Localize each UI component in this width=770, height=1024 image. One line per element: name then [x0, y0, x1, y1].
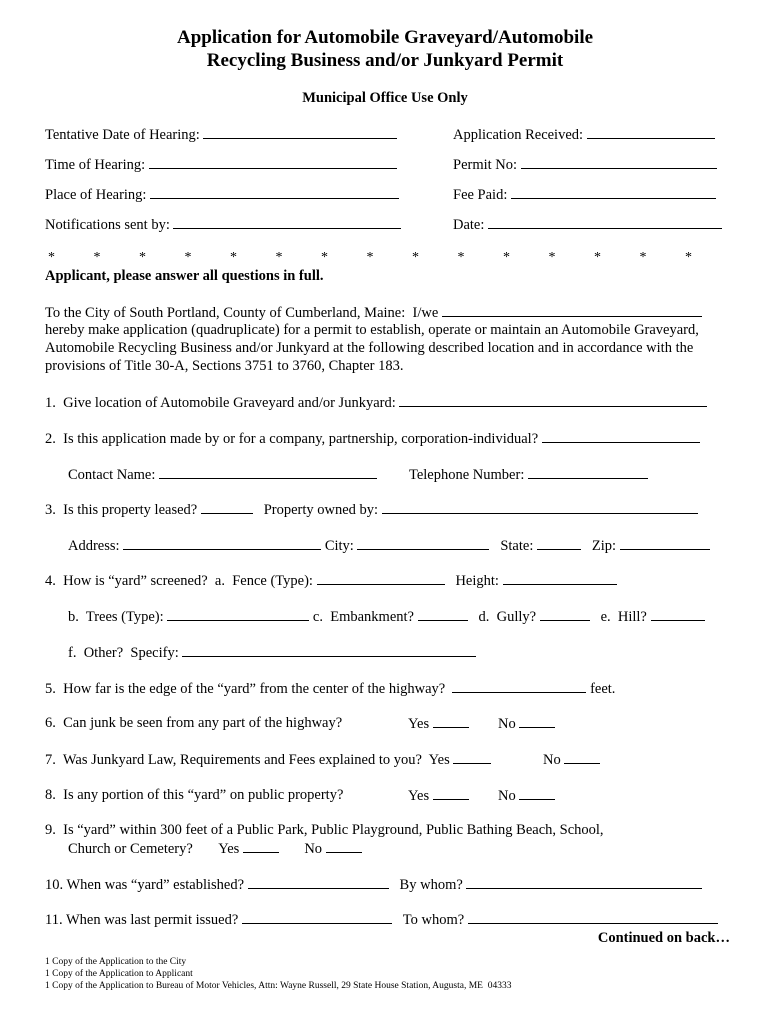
question-11-row — [45, 911, 718, 929]
form-title-line2: Recycling Business and/or Junkyard Permit — [206, 50, 564, 71]
form-title-line1: Application for Automobile Graveyard/Automobile — [176, 27, 594, 48]
question-4c: c. Embankment? — [312, 609, 414, 625]
question-5: 5. How far is the edge of the “yard” from the center of the highway? — [45, 681, 446, 697]
intro-line1-row — [45, 304, 702, 322]
app-received-row — [453, 126, 715, 144]
star-mark: * — [230, 250, 237, 265]
applicant-note: Applicant, please answer all questions in full. — [45, 268, 324, 284]
tentative-date-row — [45, 126, 397, 144]
q9-no-label: No — [304, 841, 323, 857]
telephone-label: Telephone Number: — [409, 467, 525, 483]
star-mark: * — [93, 250, 101, 265]
trees-type-field[interactable] — [167, 608, 309, 621]
to-whom-label: To whom? — [402, 912, 465, 928]
time-hearing-field[interactable] — [149, 156, 397, 169]
leased-field[interactable] — [201, 501, 253, 514]
applicant-name-field[interactable] — [442, 304, 702, 317]
address-field[interactable] — [123, 537, 321, 550]
address-row — [68, 537, 710, 555]
telephone-field[interactable] — [528, 466, 648, 479]
fee-paid-field[interactable] — [511, 186, 716, 199]
notifications-field[interactable] — [173, 216, 401, 229]
place-hearing-row — [45, 186, 399, 204]
question-11: 11. When was last permit issued? — [45, 912, 239, 928]
q6-yes-label: Yes — [408, 716, 430, 732]
intro-line3: Automobile Recycling Business and/or Junkyard at the following described location and in accordance with the — [45, 340, 694, 356]
question-10-row — [45, 876, 702, 894]
permit-no-row — [453, 156, 717, 174]
footer-line2: 1 Copy of the Application to Applicant — [45, 969, 193, 979]
question-4-row — [45, 572, 617, 590]
question-1: 1. Give location of Automobile Graveyard and/or Junkyard: — [45, 395, 396, 411]
app-received-label: Application Received: — [453, 127, 584, 143]
question-2-row — [45, 430, 700, 448]
q8-no-field[interactable] — [519, 787, 555, 800]
q7-yes-field[interactable] — [453, 751, 491, 764]
star-mark: * — [366, 250, 374, 265]
fee-paid-row — [453, 186, 716, 204]
telephone-row — [409, 466, 648, 484]
tentative-date-field[interactable] — [203, 126, 397, 139]
star-mark: * — [503, 250, 510, 265]
question-4d: d. Gully? — [478, 609, 537, 625]
question-8: 8. Is any portion of this “yard” on public property? — [45, 787, 344, 803]
property-owned-field[interactable] — [382, 501, 698, 514]
date-row — [453, 216, 722, 234]
question-4f-row — [68, 644, 476, 662]
star-mark: * — [548, 250, 556, 265]
place-hearing-field[interactable] — [150, 186, 399, 199]
city-field[interactable] — [357, 537, 489, 550]
intro-line2: hereby make application (quadruplicate) for a permit to establish, operate or maintain an Automobile Graveyard, — [45, 322, 699, 338]
star-mark: * — [48, 250, 55, 265]
question-4b: b. Trees (Type): — [68, 609, 164, 625]
question-4: 4. How is “yard” screened? a. Fence (Type): — [45, 573, 313, 589]
established-field[interactable] — [248, 876, 389, 889]
intro-line1: To the City of South Portland, County of Cumberland, Maine: I/we — [45, 305, 439, 321]
height-label: Height: — [455, 573, 499, 589]
embankment-field[interactable] — [418, 608, 468, 621]
contact-name-row — [68, 466, 377, 484]
q9-yes-label: Yes — [218, 841, 240, 857]
q9-no-field[interactable] — [326, 840, 362, 853]
q6-no-label: No — [498, 716, 516, 732]
q6-yes-field[interactable] — [433, 715, 469, 728]
time-hearing-label: Time of Hearing: — [45, 157, 146, 173]
question-6: 6. Can junk be seen from any part of the highway? — [45, 715, 343, 731]
permit-no-label: Permit No: — [453, 157, 518, 173]
address-label: Address: — [68, 538, 120, 554]
notifications-row — [45, 216, 401, 234]
q6-no-row — [498, 715, 555, 733]
star-mark: * — [275, 250, 283, 265]
question-3-row — [45, 501, 698, 519]
notifications-label: Notifications sent by: — [45, 217, 170, 233]
fee-paid-label: Fee Paid: — [453, 187, 508, 203]
date-label: Date: — [453, 217, 485, 233]
zip-field[interactable] — [620, 537, 710, 550]
app-received-field[interactable] — [587, 126, 715, 139]
state-label: State: — [500, 538, 534, 554]
question-4b-row — [68, 608, 705, 626]
star-mark: * — [321, 250, 328, 265]
other-specify-field[interactable] — [182, 644, 476, 657]
applicant-type-field[interactable] — [542, 430, 700, 443]
star-mark: * — [685, 250, 692, 265]
q6-yes-row — [408, 715, 469, 733]
contact-name-field[interactable] — [159, 466, 377, 479]
question-9-line2-row — [68, 840, 362, 858]
q7-no-field[interactable] — [564, 751, 600, 764]
question-4e: e. Hill? — [600, 609, 647, 625]
distance-field[interactable] — [452, 680, 586, 693]
q7-no-label: No — [543, 752, 561, 768]
intro-line4: provisions of Title 30-A, Sections 3751 to 3760, Chapter 183. — [45, 358, 404, 374]
time-hearing-row — [45, 156, 397, 174]
feet-label: feet. — [590, 681, 616, 697]
footer-line3: 1 Copy of the Application to Bureau of Motor Vehicles, Attn: Wayne Russell, 29 State House Station, Augusta, ME 04333 — [45, 981, 512, 991]
q8-yes-row — [408, 787, 469, 805]
tentative-date-label: Tentative Date of Hearing: — [45, 127, 200, 143]
q8-no-label: No — [498, 788, 516, 804]
star-mark: * — [639, 250, 647, 265]
permit-no-field[interactable] — [521, 156, 717, 169]
question-7-row — [45, 751, 491, 769]
zip-label: Zip: — [591, 538, 617, 554]
continued-on-back: Continued on back… — [597, 930, 730, 946]
last-permit-field[interactable] — [242, 911, 392, 924]
gully-field[interactable] — [540, 608, 590, 621]
star-mark: * — [184, 250, 192, 265]
place-hearing-label: Place of Hearing: — [45, 187, 147, 203]
question-1-row — [45, 394, 707, 412]
question-9-line2: Church or Cemetery? — [68, 841, 193, 857]
fence-type-field[interactable] — [317, 572, 445, 585]
question-7: 7. Was Junkyard Law, Requirements and Fees explained to you? Yes — [45, 752, 450, 768]
question-10: 10. When was “yard” established? — [45, 877, 245, 893]
date-field[interactable] — [488, 216, 722, 229]
question-3: 3. Is this property leased? — [45, 502, 198, 518]
q9-yes-field[interactable] — [243, 840, 279, 853]
star-mark: * — [594, 250, 601, 265]
hill-field[interactable] — [651, 608, 705, 621]
by-whom-field[interactable] — [466, 876, 702, 889]
question-9-line1: 9. Is “yard” within 300 feet of a Public Park, Public Playground, Public Bathing Beach, School, — [45, 822, 604, 838]
to-whom-field[interactable] — [468, 911, 718, 924]
question-2: 2. Is this application made by or for a company, partnership, corporation-individual? — [45, 431, 539, 447]
office-use-heading: Municipal Office Use Only — [302, 90, 468, 106]
q8-no-row — [498, 787, 555, 805]
q8-yes-field[interactable] — [433, 787, 469, 800]
property-owned-label: Property owned by: — [263, 502, 379, 518]
by-whom-label: By whom? — [399, 877, 463, 893]
q6-no-field[interactable] — [519, 715, 555, 728]
star-mark: * — [412, 250, 419, 265]
state-field[interactable] — [537, 537, 581, 550]
star-mark: * — [139, 250, 146, 265]
star-mark: * — [457, 250, 465, 265]
city-label: City: — [324, 538, 354, 554]
question-5-row — [45, 680, 615, 698]
q8-yes-label: Yes — [408, 788, 430, 804]
q7-no-row — [543, 751, 600, 769]
contact-name-label: Contact Name: — [68, 467, 156, 483]
question-4f: f. Other? Specify: — [68, 645, 179, 661]
footer-line1: 1 Copy of the Application to the City — [45, 957, 187, 967]
location-field[interactable] — [399, 394, 707, 407]
height-field[interactable] — [503, 572, 617, 585]
